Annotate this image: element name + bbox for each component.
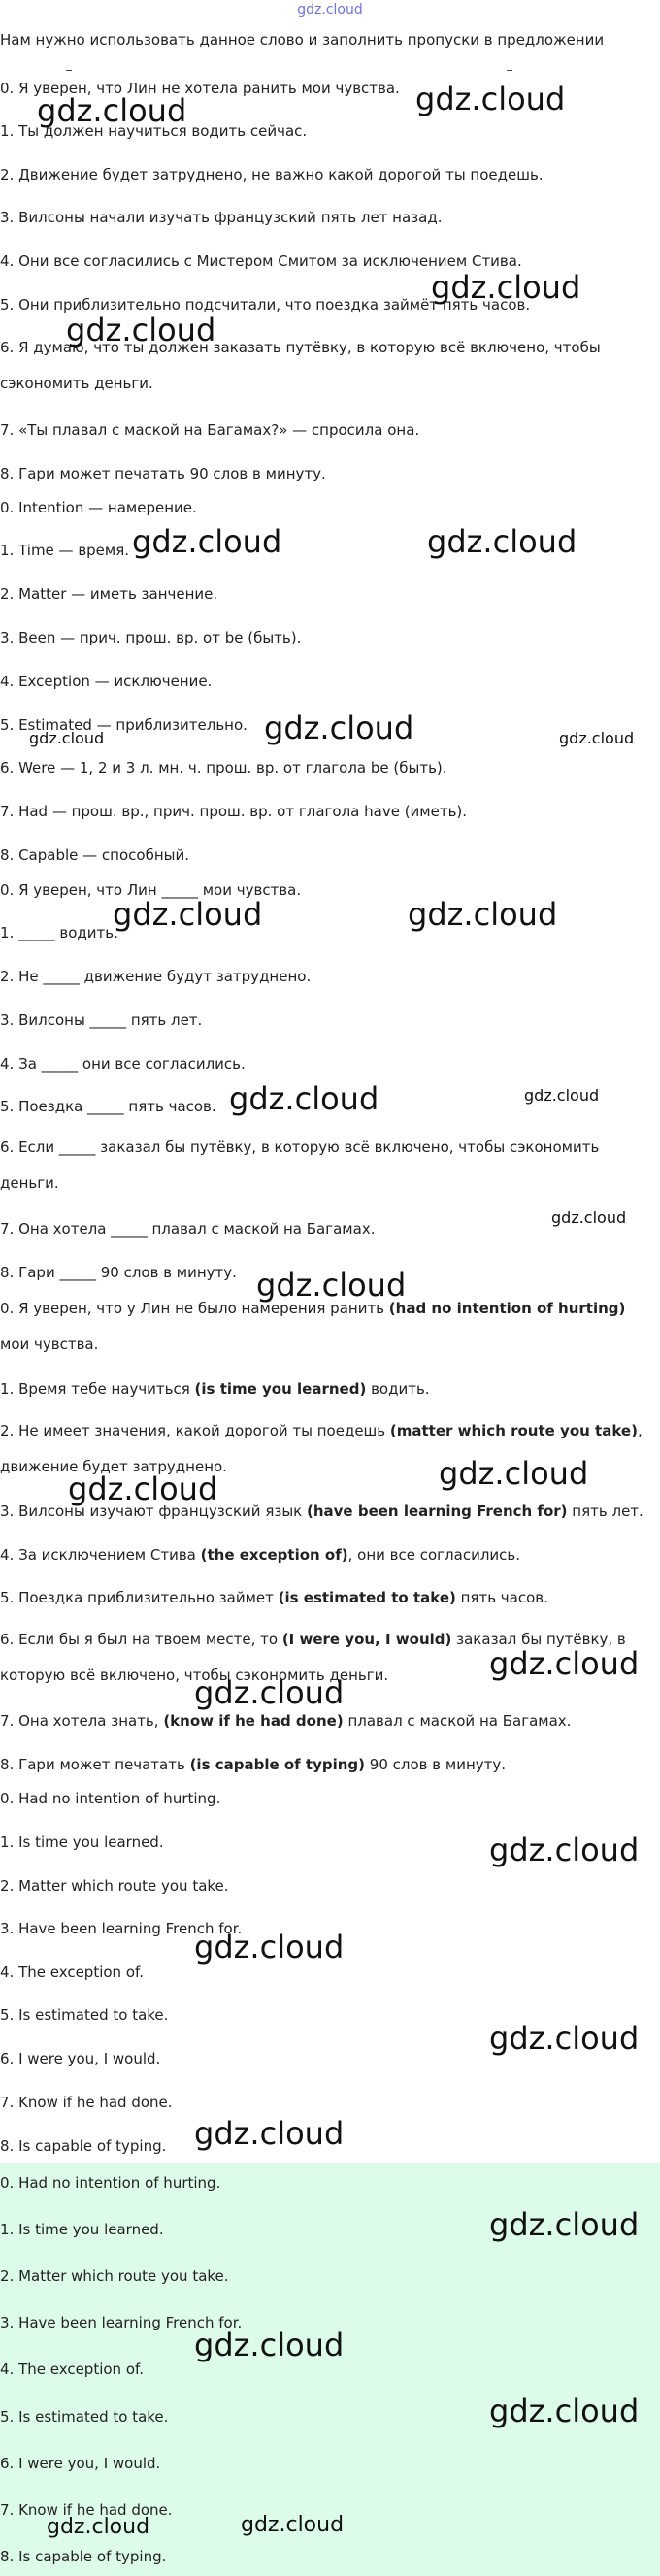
answer-line: 1. Is time you learned.	[0, 1833, 164, 1851]
decorative-tick	[507, 70, 512, 71]
watermark: gdz.cloud	[489, 2020, 640, 2057]
gap-sentence: 4. За _____ они все согласились.	[0, 1055, 246, 1073]
watermark: gdz.cloud	[489, 2393, 640, 2429]
final-answer-line: 7. Know if he had done.	[0, 2501, 173, 2519]
watermark: gdz.cloud	[524, 1086, 600, 1105]
solution-line: 6. Если бы я был на твоем месте, то (I were you, I would) заказал бы путёвку, в которую всё включено, чтобы сэкономить деньги.	[0, 1631, 626, 1684]
watermark: gdz.cloud	[113, 896, 263, 933]
watermark: gdz.cloud	[194, 2327, 345, 2363]
watermark: gdz.cloud	[559, 729, 635, 747]
vocabulary-line: 7. Had — прош. вр., прич. прош. вр. от глагола have (иметь).	[0, 803, 468, 820]
vocabulary-line: 2. Matter — иметь занчение.	[0, 585, 218, 603]
watermark: gdz.cloud	[427, 523, 578, 560]
gap-sentence: 0. Я уверен, что Лин _____ мои чувства.	[0, 881, 302, 899]
gap-sentence: 8. Гари _____ 90 слов в минуту.	[0, 1264, 237, 1281]
final-answer-line: 0. Had no intention of hurting.	[0, 2174, 221, 2192]
solution-line: 4. За исключением Стива (the exception of), они все согласились.	[0, 1546, 521, 1564]
solution-line: 7. Она хотела знать, (know if he had done) плавал с маской на Багамах.	[0, 1712, 572, 1730]
watermark: gdz.cloud	[66, 312, 216, 348]
watermark: gdz.cloud	[47, 2515, 150, 2539]
solution-line: 8. Гари может печатать (is capable of typing) 90 слов в минуту.	[0, 1756, 507, 1773]
vocabulary-line: 6. Were — 1, 2 и 3 л. мн. ч. прош. вр. от глагола be (быть).	[0, 759, 447, 776]
answer-phrase: (is capable of typing)	[189, 1756, 366, 1773]
answer-line: 3. Have been learning French for.	[0, 1920, 243, 1937]
gap-sentence: 5. Поездка _____ пять часов.	[0, 1098, 216, 1115]
translation-line: 2. Движение будет затруднено, не важно какой дорогой ты поедешь.	[0, 166, 544, 183]
solution-line: 2. Не имеет значения, какой дорогой ты поедешь (matter which route you take), движение будет затруднено.	[0, 1422, 643, 1475]
answer-phrase: (matter which route you take)	[389, 1422, 638, 1439]
translation-line: 5. Они приблизительно подсчитали, что поездка займёт пять часов.	[0, 296, 531, 314]
watermark: gdz.cloud	[489, 1645, 640, 1682]
watermark: gdz.cloud	[489, 2206, 640, 2243]
gap-sentence: 2. Не _____ движение будут затруднено.	[0, 968, 312, 985]
answer-line: 4. The exception of.	[0, 1964, 144, 1981]
watermark: gdz.cloud	[241, 2513, 345, 2537]
translation-line: 3. Вилсоны начали изучать французский пять лет назад.	[0, 209, 443, 226]
watermark: gdz.cloud	[229, 1080, 380, 1117]
gap-sentence: 7. Она хотела _____ плавал с маской на Багамах.	[0, 1220, 376, 1238]
vocabulary-line: 5. Estimated — приблизительно.	[0, 716, 248, 734]
answer-line: 7. Know if he had done.	[0, 2094, 173, 2111]
final-answer-line: 3. Have been learning French for.	[0, 2314, 243, 2331]
final-answer-line: 2. Matter which route you take.	[0, 2267, 229, 2285]
answer-line: 0. Had no intention of hurting.	[0, 1790, 221, 1807]
final-answer-line: 1. Is time you learned.	[0, 2221, 164, 2238]
gap-sentence: 6. Если _____ заказал бы путёвку, в которую всё включено, чтобы сэкономить деньги.	[0, 1139, 600, 1192]
vocabulary-line: 3. Been — прич. прош. вр. от be (быть).	[0, 629, 302, 646]
watermark: gdz.cloud	[194, 2115, 345, 2152]
watermark: gdz.cloud	[194, 1929, 345, 1965]
watermark: gdz.cloud	[264, 710, 414, 746]
answer-phrase: (the exception of)	[200, 1546, 348, 1564]
gap-sentence: 3. Вилсоны _____ пять лет.	[0, 1011, 203, 1029]
vocabulary-line: 1. Time — время.	[0, 542, 130, 559]
answer-phrase: (had no intention of hurting)	[388, 1300, 626, 1317]
translation-line: 8. Гари может печатать 90 слов в минуту.	[0, 465, 326, 482]
translation-line: 7. «Ты плавал с маской на Багамах?» — спросила она.	[0, 421, 420, 439]
answer-line: 5. Is estimated to take.	[0, 2006, 169, 2024]
decorative-tick	[66, 70, 72, 71]
watermark: gdz.cloud	[551, 1208, 627, 1227]
vocabulary-line: 4. Exception — исключение.	[0, 673, 213, 690]
watermark: gdz.cloud	[489, 1832, 640, 1868]
watermark: gdz.cloud	[439, 1455, 589, 1492]
translation-line: 4. Они все согласились с Мистером Смитом за исключением Стива.	[0, 252, 522, 270]
site-link[interactable]: gdz.cloud	[297, 2, 363, 17]
answer-phrase: (is time you learned)	[194, 1380, 367, 1398]
answer-phrase: (have been learning French for)	[307, 1503, 568, 1520]
watermark: gdz.cloud	[415, 81, 566, 117]
watermark: gdz.cloud	[431, 269, 581, 306]
translation-line: 1. Ты должен научиться водить сейчас.	[0, 122, 308, 140]
answer-line: 6. I were you, I would.	[0, 2050, 161, 2067]
final-answer-line: 5. Is estimated to take.	[0, 2408, 169, 2426]
watermark: gdz.cloud	[132, 523, 282, 560]
solution-line: 5. Поездка приблизительно займет (is estimated to take) пять часов.	[0, 1589, 548, 1606]
watermark: gdz.cloud	[256, 1267, 407, 1304]
translation-line: 0. Я уверен, что Лин не хотела ранить мои чувства.	[0, 80, 400, 97]
translation-line: 6. Я думаю, что ты должен заказать путёвку, в которую всё включено, чтобы сэкономить деньги.	[0, 339, 601, 392]
final-answer-line: 4. The exception of.	[0, 2361, 144, 2378]
watermark: gdz.cloud	[68, 1470, 218, 1507]
answer-phrase: (is estimated to take)	[278, 1589, 456, 1606]
vocabulary-line: 0. Intention — намерение.	[0, 499, 197, 516]
final-answer-line: 8. Is capable of typing.	[0, 2548, 167, 2565]
solution-line: 3. Вилсоны изучают французский язык (have been learning French for) пять лет.	[0, 1503, 644, 1520]
solution-line: 0. Я уверен, что у Лин не было намерения ранить (had no intention of hurting) мои чувства.	[0, 1300, 626, 1353]
vocabulary-line: 8. Capable — способный.	[0, 846, 189, 864]
gap-sentence: 1. _____ водить.	[0, 924, 118, 941]
answer-phrase: (know if he had done)	[163, 1712, 344, 1730]
watermark: gdz.cloud	[29, 729, 105, 747]
answer-line: 8. Is capable of typing.	[0, 2137, 167, 2155]
watermark: gdz.cloud	[194, 1674, 345, 1711]
watermark: gdz.cloud	[37, 92, 187, 129]
answer-line: 2. Matter which route you take.	[0, 1877, 229, 1895]
solution-line: 1. Время тебе научиться (is time you learned) водить.	[0, 1380, 430, 1398]
final-answer-line: 6. I were you, I would.	[0, 2455, 161, 2472]
task-instruction: Нам нужно использовать данное слово и заполнить пропуски в предложении	[0, 31, 605, 49]
watermark: gdz.cloud	[408, 896, 558, 933]
answer-phrase: (I were you, I would)	[281, 1631, 452, 1648]
